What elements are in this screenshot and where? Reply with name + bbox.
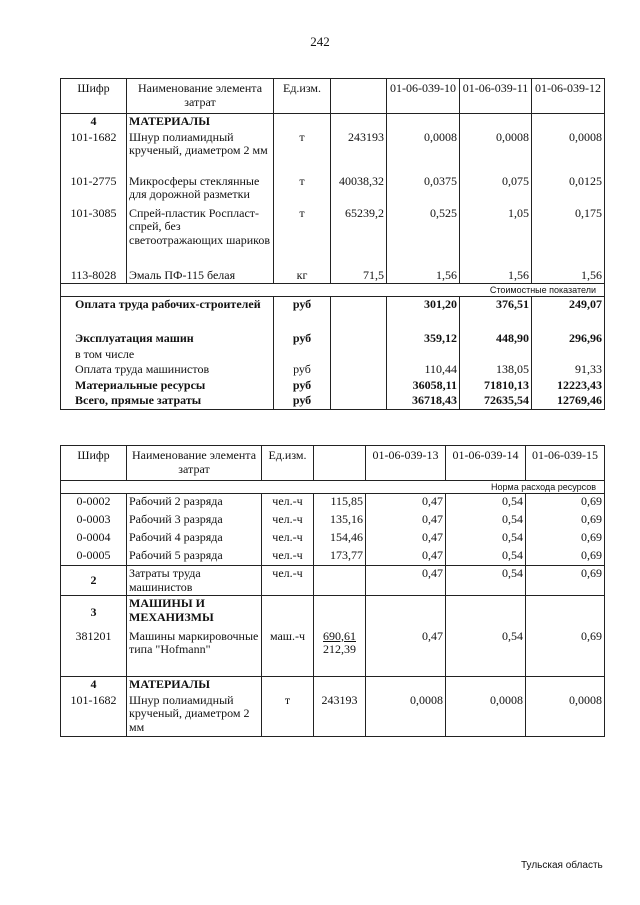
section-row (61, 114, 605, 130)
region-footer: Тульская область (521, 860, 603, 871)
header-name: Наименование элемента затрат (127, 446, 262, 481)
page-number: 242 (310, 34, 330, 49)
labor-row: 2 Затраты труда машинистов чел.-ч 0,47 0,54 0,69 (61, 566, 605, 596)
table-header-row (61, 446, 605, 481)
table-row: 101-2775 Микросферы стеклянные для дорожной разметки т 40038,32 0,0375 0,075 0,0125 (61, 174, 605, 206)
cost-row: Оплата труда машинистов руб 110,44 138,05 91,33 (61, 362, 605, 378)
table-row: 0-0005 Рабочий 5 разряда чел.-ч 173,77 0,47 0,54 0,69 (61, 548, 605, 566)
header-unit: Ед.изм. (274, 79, 331, 114)
cost-indicators-label: Стоимостные показатели (61, 284, 605, 297)
header-col-12: 01-06-039-12 (532, 79, 605, 114)
header-col-13: 01-06-039-13 (366, 446, 446, 481)
section-row: 4 МАТЕРИАЛЫ (61, 677, 605, 693)
cost-row: Всего, прямые затраты руб 36718,43 72635,54 12769,46 (61, 393, 605, 409)
header-price (331, 79, 387, 114)
table-row: 113-8028 Эмаль ПФ-115 белая кг 71,5 1,56 1,56 1,56 (61, 268, 605, 284)
subheader-row (61, 481, 605, 494)
section-title: МАТЕРИАЛЫ (127, 114, 274, 130)
table-row: 0-0002 Рабочий 2 разряда чел.-ч 115,85 0,47 0,54 0,69 (61, 494, 605, 512)
resource-norm-label: Норма расхода ресурсов (61, 481, 605, 494)
machine-price: 690,61 (323, 628, 356, 643)
table-row: 101-1682 Шнур полиамидный крученый, диаметром 2 мм т 243193 0,0008 0,0008 0,0008 (61, 130, 605, 174)
header-price (314, 446, 366, 481)
header-name: Наименование элемента затрат (127, 79, 274, 114)
header-col-14: 01-06-039-14 (446, 446, 526, 481)
section-number: 4 (61, 114, 127, 130)
table-row: 101-1682 Шнур полиамидный крученый, диаметром 2 мм т 243193 0,0008 0,0008 0,0008 (61, 693, 605, 737)
cost-row: Эксплуатация машин руб 359,12 448,90 296,96 (61, 327, 605, 347)
table-row: 101-3085 Спрей-пластик Роспласт-спрей, без светоотражающих шариков т 65239,2 0,525 1,05 0,175 (61, 206, 605, 268)
table-header-row (61, 79, 605, 114)
section-row: 3 МАШИНЫ И МЕХАНИЗМЫ (61, 596, 605, 629)
header-code: Шифр (61, 446, 127, 481)
subheader-row (61, 284, 605, 297)
table-row: 0-0004 Рабочий 4 разряда чел.-ч 154,46 0,47 0,54 0,69 (61, 530, 605, 548)
header-col-10: 01-06-039-10 (387, 79, 460, 114)
cost-row: Материальные ресурсы руб 36058,11 71810,13 12223,43 (61, 378, 605, 394)
header-unit: Ед.изм. (262, 446, 314, 481)
resource-table-2 (60, 445, 605, 737)
header-col-15: 01-06-039-15 (526, 446, 605, 481)
resource-table-1 (60, 78, 605, 410)
table-row: 0-0003 Рабочий 3 разряда чел.-ч 135,16 0,47 0,54 0,69 (61, 512, 605, 530)
cost-row: в том числе (61, 347, 605, 363)
header-col-11: 01-06-039-11 (460, 79, 532, 114)
machinist-price: 212,39 (323, 642, 356, 656)
cost-row: Оплата труда рабочих-строителей руб 301,20 376,51 249,07 (61, 297, 605, 327)
header-code: Шифр (61, 79, 127, 114)
table-row: 381201 Машины маркировочные типа "Hofmann" маш.-ч 690,61 212,39 0,47 0,54 0,69 (61, 629, 605, 677)
